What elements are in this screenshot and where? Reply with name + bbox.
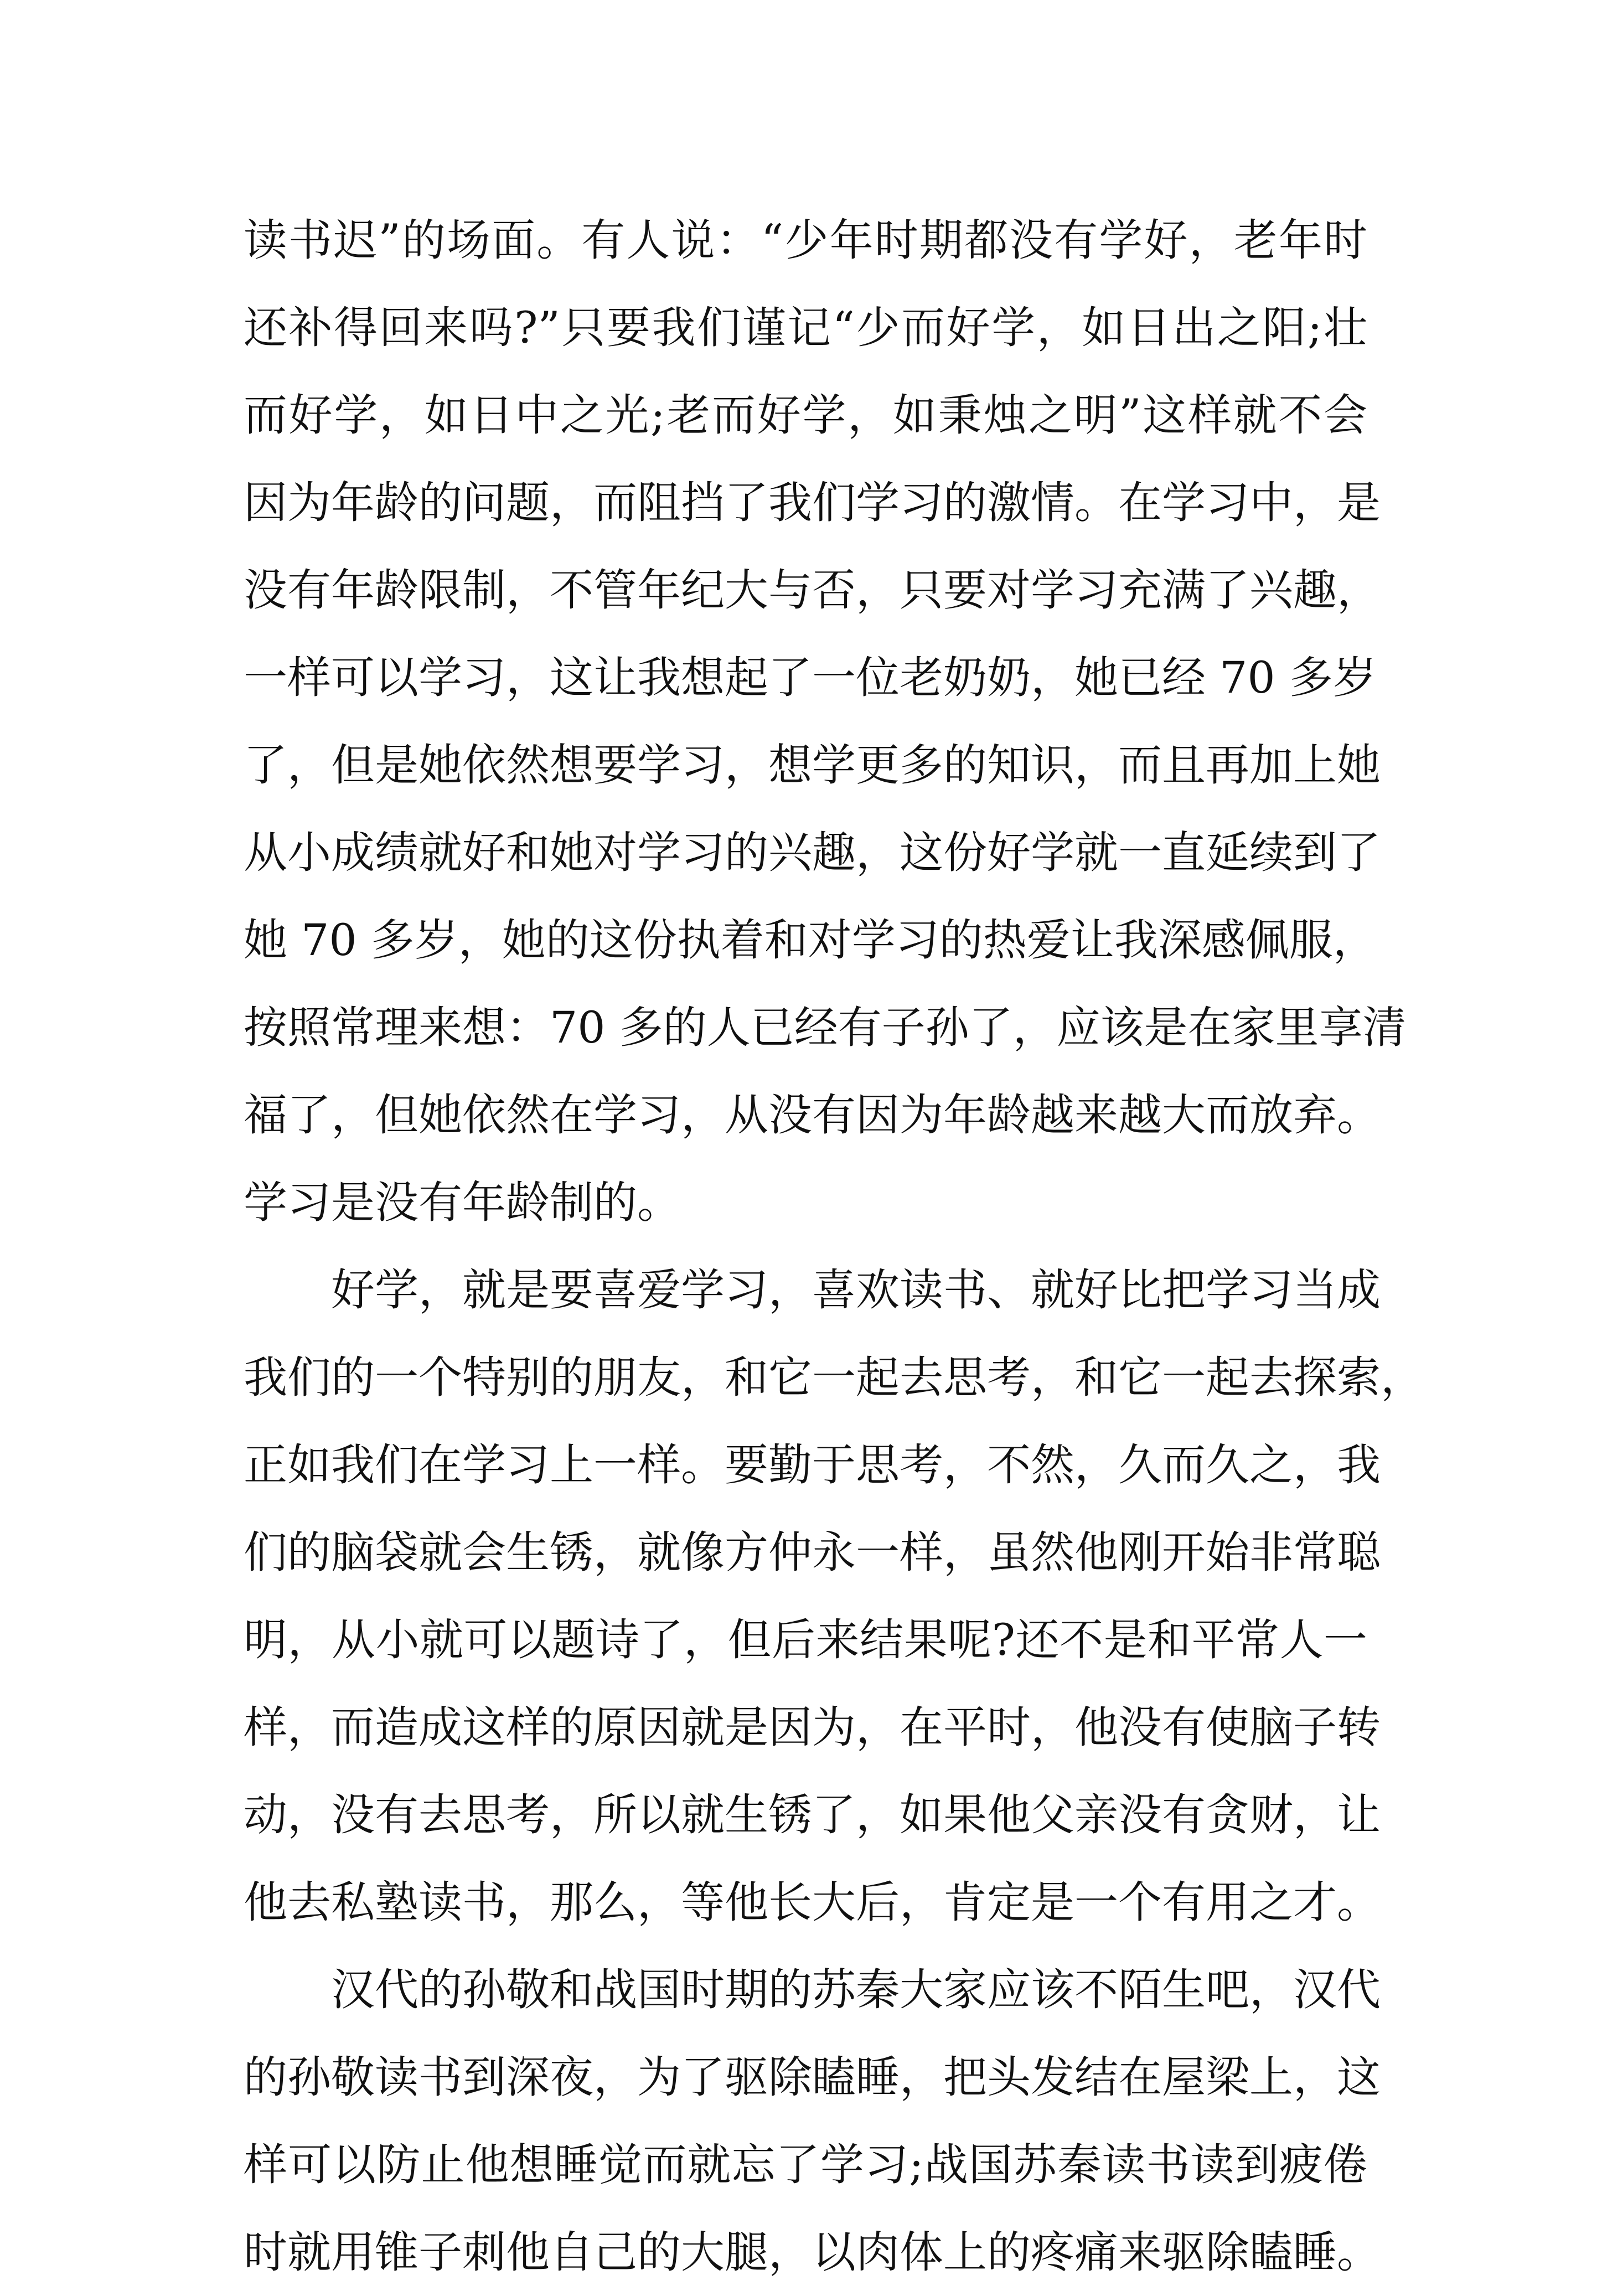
paragraph-1 xyxy=(244,197,1407,1246)
text-line: 汉代的孙敬和战国时期的苏秦大家应该不陌生吧，汉代 xyxy=(331,1964,1381,2015)
text-line: 而好学，如日中之光;老而好学，如秉烛之明”这样就不会 xyxy=(244,390,1367,441)
body-text xyxy=(244,197,1424,2296)
text-line: 样，而造成这样的原因就是因为，在平时，他没有使脑子转 xyxy=(244,1702,1381,1753)
text-line: 了，但是她依然想要学习，想学更多的知识，而且再加上她 xyxy=(244,740,1381,791)
text-line: 她 70 多岁，她的这份执着和对学习的热爱让我深感佩服， xyxy=(244,915,1377,966)
text-line: 样可以防止他想睡觉而就忘了学习;战国苏秦读书读到疲倦 xyxy=(244,2139,1367,2190)
text-line: 没有年龄限制，不管年纪大与否，只要对学习充满了兴趣， xyxy=(244,565,1381,616)
text-line: 读书迟”的场面。有人说：“少年时期都没有学好，老年时 xyxy=(244,215,1367,266)
text-line: 们的脑袋就会生锈，就像方仲永一样，虽然他刚开始非常聪 xyxy=(244,1527,1381,1578)
text-line: 因为年龄的问题，而阻挡了我们学习的激情。在学习中，是 xyxy=(244,477,1381,528)
text-line: 我们的一个特别的朋友，和它一起去思考，和它一起去探索， xyxy=(244,1352,1424,1403)
paragraph-3 xyxy=(244,1946,1381,2296)
text-line: 的孙敬读书到深夜，为了驱除瞌睡，把头发结在屋梁上，这 xyxy=(244,2052,1381,2103)
text-line: 明，从小就可以题诗了，但后来结果呢?还不是和平常人一 xyxy=(244,1614,1367,1665)
text-line: 学习是没有年龄制的。 xyxy=(244,1177,681,1228)
paragraph-2 xyxy=(244,1246,1424,1946)
text-line: 还补得回来吗?”只要我们谨记“少而好学，如日出之阳;壮 xyxy=(244,302,1367,353)
text-line: 福了，但她依然在学习，从没有因为年龄越来越大而放弃。 xyxy=(244,1090,1381,1141)
text-line: 一样可以学习，这让我想起了一位老奶奶，她已经 70 多岁 xyxy=(244,652,1377,703)
text-line: 动，没有去思考，所以就生锈了，如果他父亲没有贪财，让 xyxy=(244,1789,1381,1840)
text-line: 时就用锥子刺他自己的大腿，以肉体上的疼痛来驱除瞌睡。 xyxy=(244,2227,1381,2278)
text-line: 好学，就是要喜爱学习，喜欢读书、就好比把学习当成 xyxy=(331,1265,1381,1315)
text-line: 他去私塾读书，那么，等他长大后，肯定是一个有用之才。 xyxy=(244,1877,1381,1928)
text-line: 正如我们在学习上一样。要勤于思考，不然，久而久之，我 xyxy=(244,1439,1381,1490)
text-line: 按照常理来想：70 多的人已经有子孙了，应该是在家里享清 xyxy=(244,1002,1407,1053)
text-line: 从小成绩就好和她对学习的兴趣，这份好学就一直延续到了 xyxy=(244,827,1381,878)
